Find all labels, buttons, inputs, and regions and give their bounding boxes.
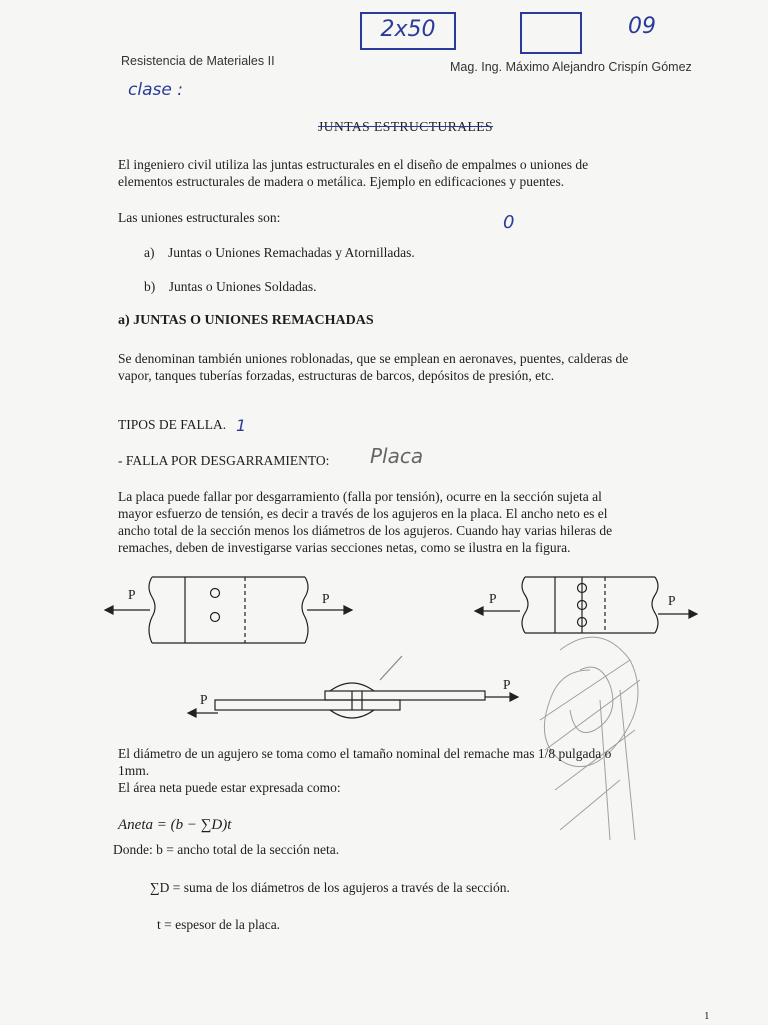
definition-t: t = espesor de la placa.: [157, 917, 281, 932]
rivet-hole: [211, 589, 220, 598]
break-line: [652, 577, 658, 633]
diametro-line: El área neta puede estar expresada como:: [118, 780, 341, 795]
document-title: JUNTAS ESTRUCTURALES: [318, 119, 494, 134]
force-label-p: P: [200, 692, 208, 707]
handwritten-class-label: clase :: [128, 80, 183, 100]
force-label-p: P: [503, 677, 511, 692]
handwritten-box-note: 2x50: [360, 12, 456, 50]
arrow-head: [689, 610, 697, 618]
upper-plate: [325, 691, 485, 700]
desgarramiento-line: La placa puede fallar por desgarramiento (falla por tensión), ocurre en la sección sujeta al: [118, 489, 602, 504]
tipos-heading: TIPOS DE FALLA.: [118, 417, 227, 432]
lower-plate: [215, 700, 400, 710]
handwritten-tipos-mark: 1: [236, 416, 247, 435]
list-marker: b): [144, 279, 156, 294]
pencil-arrow: [380, 656, 402, 680]
handwritten-corner-note: 09: [628, 14, 656, 39]
intro-line: elementos estructurales de madera o metálica. Ejemplo en edificaciones y puentes.: [118, 174, 565, 189]
arrow-head: [188, 709, 196, 717]
desgarramiento-line: mayor esfuerzo de tensión, es decir a través de los agujeros en la placa. El ancho neto es el: [118, 506, 608, 521]
donde-b: b = ancho total de la sección neta.: [156, 842, 340, 857]
break-line: [522, 577, 528, 633]
course-header: Resistencia de Materiales II: [121, 54, 275, 68]
force-label-p: P: [128, 587, 136, 602]
remachadas-line: vapor, tanques tuberías forzadas, estructuras de barcos, depósitos de presión, etc.: [118, 368, 555, 383]
arrow-head: [510, 693, 518, 701]
section-heading-a: a) JUNTAS O UNIONES REMACHADAS: [118, 313, 374, 328]
handwritten-falla-note: Placa: [370, 444, 424, 468]
uniones-intro: Las uniones estructurales son:: [118, 210, 281, 225]
rivet-head: [330, 710, 374, 718]
diametro-line: 1mm.: [118, 763, 150, 778]
list-text: Juntas o Uniones Remachadas y Atornilladas.: [168, 245, 415, 260]
author-header: Mag. Ing. Máximo Alejandro Crispín Gómez: [450, 60, 692, 74]
donde-label: Donde:: [113, 842, 153, 857]
desgarramiento-line: remaches, deben de investigarse varias secciones netas, como se ilustra en la figura.: [118, 540, 571, 555]
arrow-head: [105, 606, 113, 614]
rivet-hole: [211, 613, 220, 622]
page-number: 1: [704, 1010, 710, 1022]
rivet-head: [330, 683, 374, 691]
handwritten-margin-mark: 0: [503, 212, 515, 233]
arrow-head: [344, 606, 352, 614]
desgarramiento-line: ancho total de la sección menos los diámetros de los agujeros. Cuando hay varias hileras de: [118, 523, 613, 538]
pencil-scribble: [540, 637, 640, 840]
diametro-line: El diámetro de un agujero se toma como el tamaño nominal del remache mas 1/8 pulgada o: [118, 746, 612, 761]
diametro-paragraph: [118, 745, 718, 796]
definition-sum-d: ∑D = suma de los diámetros de los agujeros a través de la sección.: [150, 880, 510, 895]
donde-line: [113, 841, 339, 858]
intro-line: El ingeniero civil utiliza las juntas estructurales en el diseño de empalmes o uniones de: [118, 157, 589, 172]
list-text: Juntas o Uniones Soldadas.: [168, 279, 317, 294]
arrow-head: [475, 607, 483, 615]
falla-heading: - FALLA POR DESGARRAMIENTO:: [118, 453, 330, 468]
force-label-p: P: [668, 593, 676, 608]
net-area-formula: Aneta = (b − ∑D)t: [118, 817, 232, 833]
list-marker: a): [144, 245, 155, 260]
remachadas-line: Se denominan también uniones roblonadas, que se emplean en aeronaves, puentes, calderas de: [118, 351, 629, 366]
force-label-p: P: [489, 591, 497, 606]
force-label-p: P: [322, 591, 330, 606]
